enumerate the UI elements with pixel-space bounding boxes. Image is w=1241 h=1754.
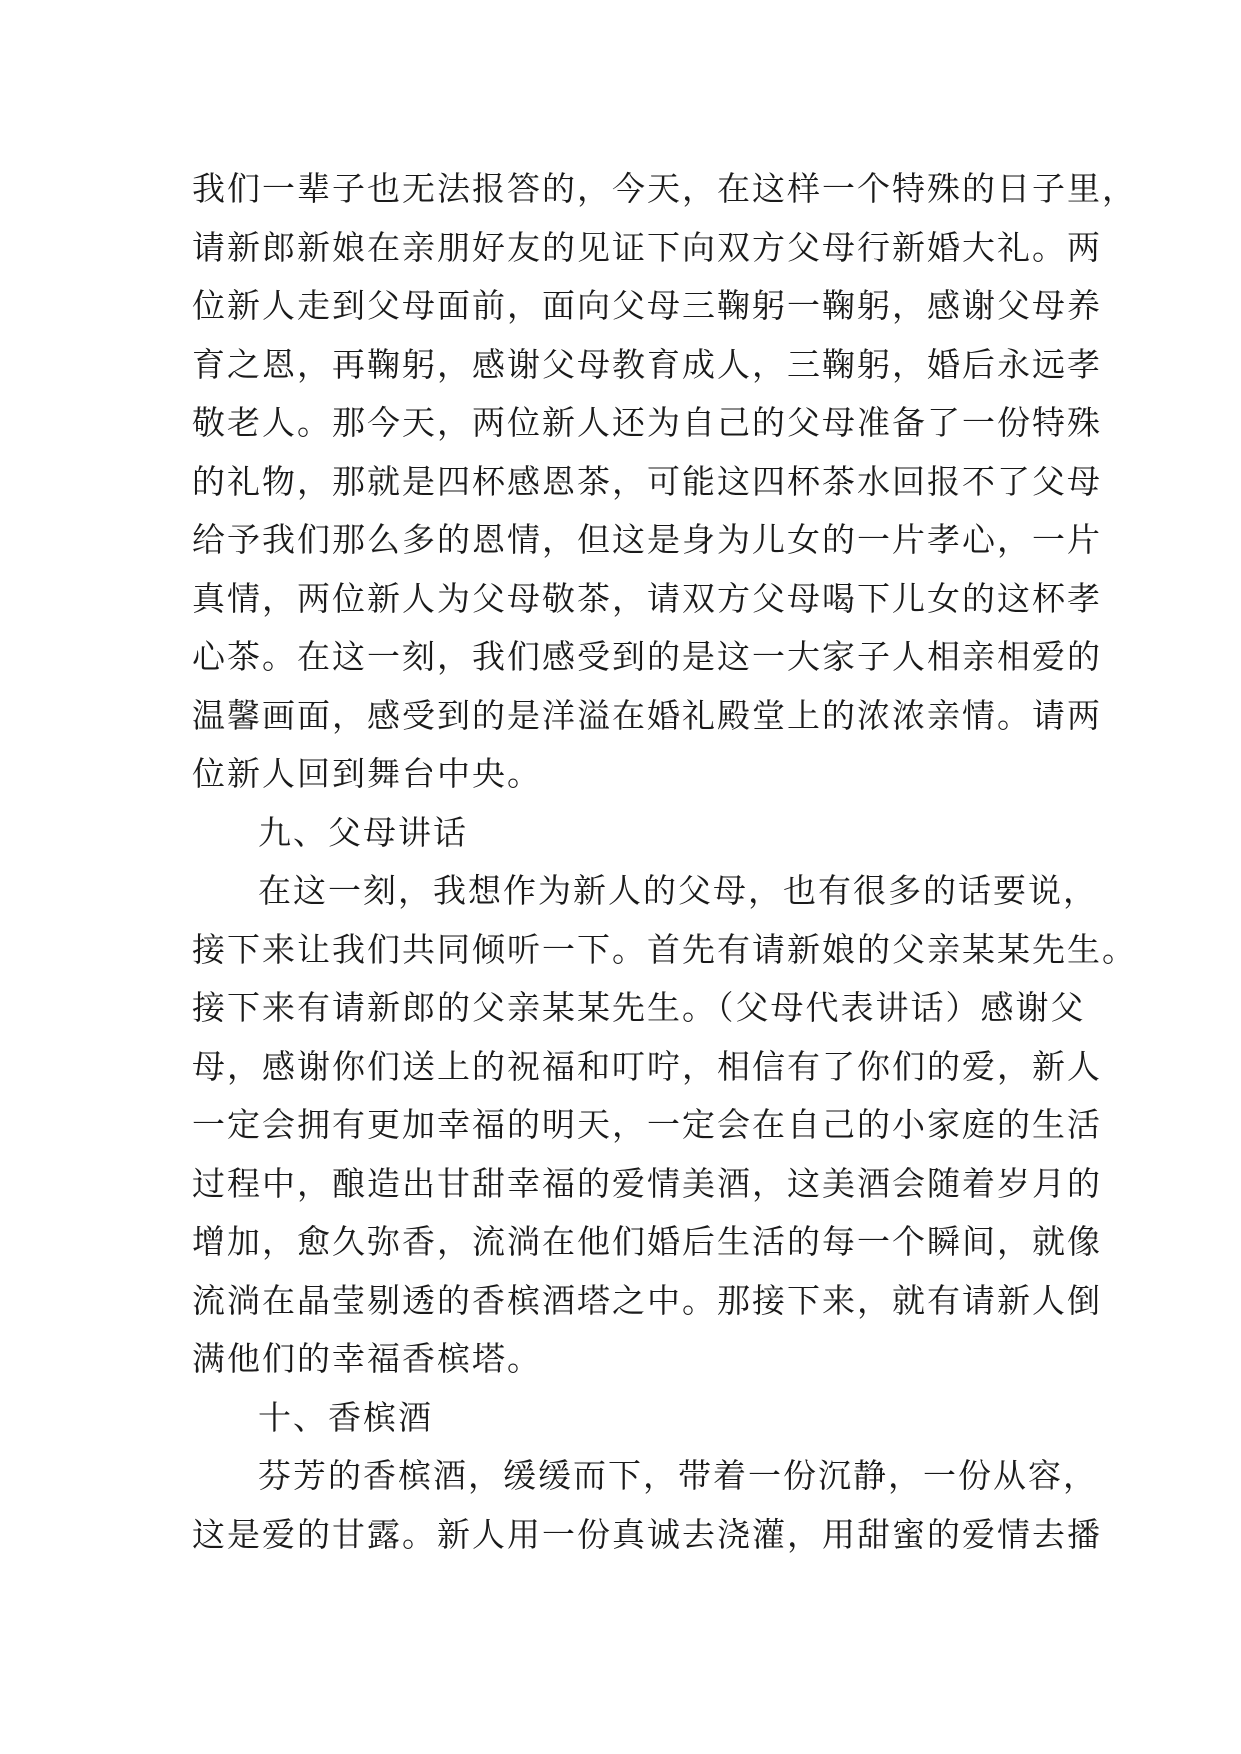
text-line: 敬老人。那今天，两位新人还为自己的父母准备了一份特殊 (192, 403, 1102, 442)
text-line: 请新郎新娘在亲朋好友的见证下向双方父母行新婚大礼。两 (192, 227, 1102, 267)
text-line: 的礼物，那就是四杯感恩茶，可能这四杯茶水回报不了父母 (192, 461, 1102, 501)
text-line: 心茶。在这一刻，我们感受到的是这一大家子人相亲相爱的 (192, 637, 1102, 676)
text-line: 满他们的幸福香槟塔。 (192, 1339, 542, 1378)
text-line: 温馨画面，感受到的是洋溢在婚礼殿堂上的浓浓亲情。请两 (192, 695, 1102, 735)
text-line: 育之恩，再鞠躬，感谢父母教育成人，三鞠躬，婚后永远孝 (192, 344, 1102, 384)
text-line: 母，感谢你们送上的祝福和叮咛，相信有了你们的爱，新人 (192, 1046, 1102, 1086)
text-line: 增加，愈久弥香，流淌在他们婚后生活的每一个瞬间，就像 (192, 1222, 1102, 1261)
indented-text-line: 芬芳的香槟酒，缓缓而下，带着一份沉静，一份从容， (258, 1456, 1098, 1495)
text-line: 接下来有请新郎的父亲某某先生。（父母代表讲话）感谢父 (192, 988, 1086, 1027)
text-line: 流淌在晶莹剔透的香槟酒塔之中。那接下来，就有请新人倒 (192, 1280, 1102, 1320)
text-line: 接下来让我们共同倾听一下。首先有请新娘的父亲某某先生。 (192, 929, 1137, 969)
text-line: 位新人走到父母面前，面向父母三鞠躬一鞠躬，感谢父母养 (192, 286, 1102, 325)
indented-text-line: 十、香槟酒 (258, 1397, 433, 1437)
text-line: 这是爱的甘露。新人用一份真诚去浇灌，用甜蜜的爱情去播 (192, 1514, 1102, 1554)
text-line: 位新人回到舞台中央。 (192, 754, 542, 793)
indented-text-line: 九、父母讲话 (258, 812, 468, 852)
text-line: 给予我们那么多的恩情，但这是身为儿女的一片孝心，一片 (192, 520, 1102, 559)
text-line: 过程中，酿造出甘甜幸福的爱情美酒，这美酒会随着岁月的 (192, 1163, 1102, 1203)
indented-text-line: 在这一刻，我想作为新人的父母，也有很多的话要说， (258, 871, 1098, 910)
document-body (192, 160, 1137, 1564)
text-line: 我们一辈子也无法报答的，今天，在这样一个特殊的日子里， (192, 169, 1137, 208)
text-line: 真情，两位新人为父母敬茶，请双方父母喝下儿女的这杯孝 (192, 578, 1102, 618)
text-line: 一定会拥有更加幸福的明天，一定会在自己的小家庭的生活 (192, 1105, 1102, 1144)
